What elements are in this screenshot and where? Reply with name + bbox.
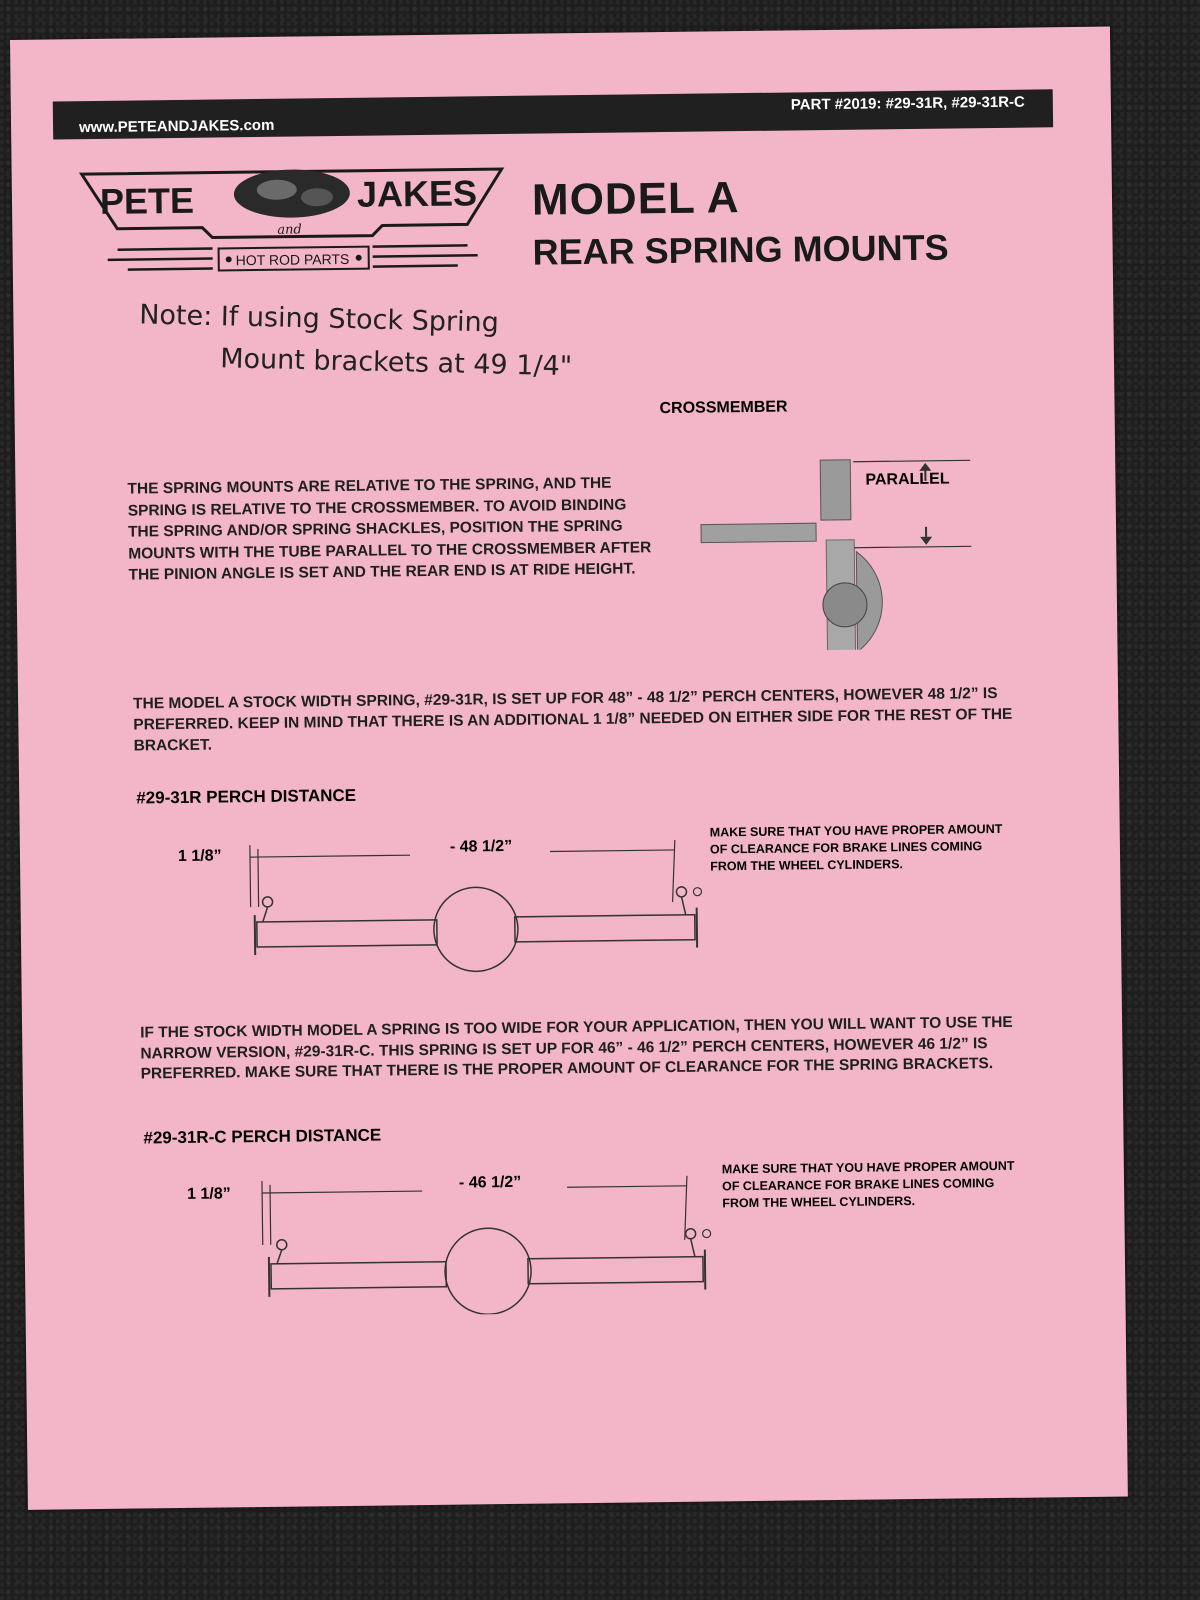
note-line-2: Mount brackets at 49 1/4" xyxy=(219,343,573,383)
spring-perch-left-narrow xyxy=(277,1240,287,1250)
crossmember-section xyxy=(820,460,851,520)
spring-perch-right-narrow xyxy=(686,1229,696,1239)
axle-diagram-29-31r xyxy=(170,822,712,979)
differential-housing xyxy=(433,887,518,972)
crossmember-label: CROSSMEMBER xyxy=(659,398,788,418)
logo-tagline: HOT ROD PARTS xyxy=(235,250,350,269)
brake-line-clearance-note: MAKE SURE THAT YOU HAVE PROPER AMOUNT OF CLEARANCE FOR BRAKE LINES COMING FROM THE WHEEL CYLINDERS. xyxy=(709,821,1003,874)
note-line-1: Note: If using Stock Spring xyxy=(138,299,500,339)
pete-and-jakes-logo xyxy=(72,159,514,294)
axle-tube-left-narrow xyxy=(271,1262,446,1289)
stock-width-spring-text: THE MODEL A STOCK WIDTH SPRING, #29-31R, IS SET UP FOR 48” - 48 1/2” PERCH CENTERS, HOWEVER 48 1/2” IS PREFERRED. KEEP IN MIND THAT THERE IS AN ADDITIONAL 1 1/8” NEEDED ON EITHER SIDE FOR THE REST OF THE BRACKET. xyxy=(133,684,1013,755)
website-url: www.PETEANDJAKES.com xyxy=(78,116,275,137)
part-number: PART #2019: #29-31R, #29-31R-C xyxy=(790,93,1025,114)
document-sheet xyxy=(10,27,1128,1510)
dimension-perch-centers: - 48 1/2” xyxy=(449,837,513,856)
differential-housing-narrow xyxy=(445,1228,532,1315)
crossmember-parallel-diagram xyxy=(685,418,988,652)
header-bar xyxy=(53,89,1053,139)
spring-perch-left xyxy=(262,897,272,907)
dimension-bracket-width: 1 1/8” xyxy=(177,847,222,866)
logo-and: and xyxy=(277,222,302,238)
spring-tube xyxy=(701,523,816,542)
dimension-bracket-width-narrow: 1 1/8” xyxy=(187,1185,231,1203)
narrow-spring-text: IF THE STOCK WIDTH MODEL A SPRING IS TOO WIDE FOR YOUR APPLICATION, THEN YOU WILL WANT TO USE THE NARROW VERSION, #29-31R-C. THIS SPRING IS SET UP FOR 46” - 46 1/2” PERCH CENTERS, HOWEVER 46 1/2” IS PREFERRED. MAKE SURE THAT THERE IS THE PROPER AMOUNT OF CLEARANCE FOR THE SPRING BRACKETS. xyxy=(140,1013,1013,1083)
logo-word-jakes: JAKES xyxy=(356,172,478,215)
handwritten-note xyxy=(138,294,660,390)
perch-distance-heading-29-31r: #29-31R PERCH DISTANCE xyxy=(136,785,357,808)
title-model-a: MODEL A xyxy=(531,173,740,225)
axle-tube-right-narrow xyxy=(528,1257,703,1284)
dimension-perch-centers-narrow: - 46 1/2” xyxy=(458,1173,522,1192)
axle-tube-right xyxy=(515,915,695,942)
perch-distance-heading-29-31r-c: #29-31R-C PERCH DISTANCE xyxy=(143,1125,382,1148)
spring-mount-instructions: THE SPRING MOUNTS ARE RELATIVE TO THE SPRING, AND THE SPRING IS RELATIVE TO THE CROSSMEMBER. TO AVOID BINDING THE SPRING AND/OR SPRING SHACKLES, POSITION THE SPRING MOUNTS WITH THE TUBE PARALLEL TO THE CROSSMEMBER AFTER THE PINION ANGLE IS SET AND THE REAR END IS AT RIDE HEIGHT. xyxy=(127,474,652,584)
brake-line-clearance-note-narrow: MAKE SURE THAT YOU HAVE PROPER AMOUNT OF CLEARANCE FOR BRAKE LINES COMING FROM THE WHEEL CYLINDERS. xyxy=(721,1158,1015,1211)
axle-tube-left xyxy=(257,920,437,947)
logo-word-pete: PETE xyxy=(99,179,195,222)
spring-perch-right xyxy=(676,887,686,897)
parallel-label: PARALLEL xyxy=(865,470,950,489)
axle-diagram-29-31r-c xyxy=(182,1161,724,1318)
title-rear-spring-mounts: REAR SPRING MOUNTS xyxy=(532,226,949,273)
